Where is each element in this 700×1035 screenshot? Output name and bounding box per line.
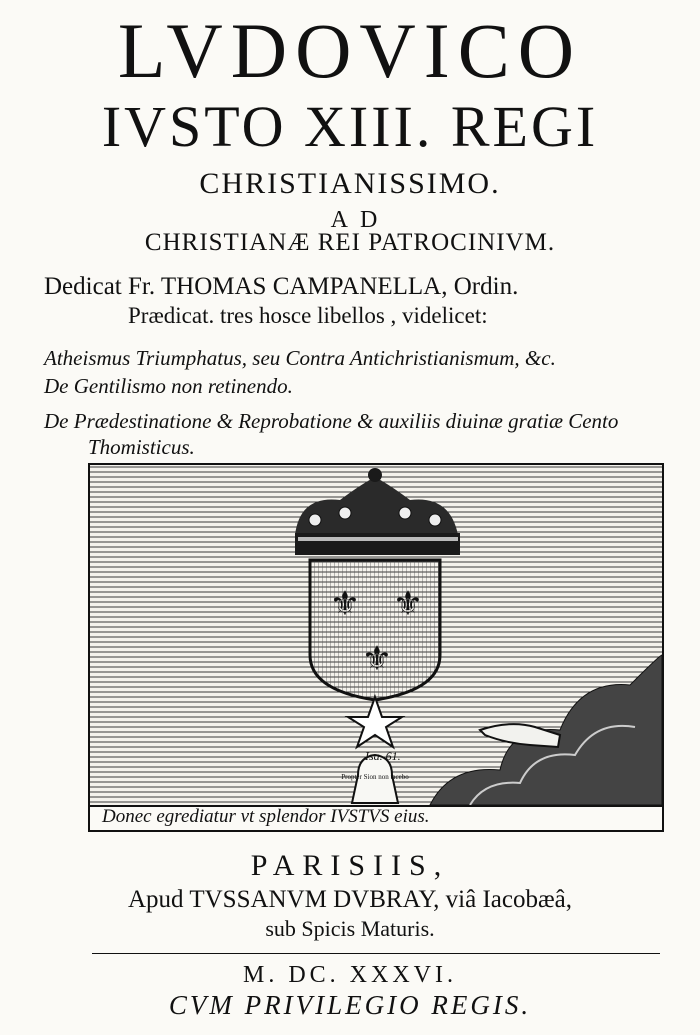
title-line-christianissimo: CHRISTIANISSIMO.: [199, 167, 501, 200]
shield-icon: [310, 560, 440, 700]
dedication-line-2: Prædicat. tres hosce libellos , videlicet:: [128, 303, 488, 328]
royal-privilege: CVM PRIVILEGIO REGIS.: [168, 990, 532, 1020]
dedication-line-1: Dedicat Fr. THOMAS CAMPANELLA, Ordin.: [44, 273, 519, 300]
imprint-publisher: Apud TVSSANVM DVBRAY, viâ Iacobæâ,: [127, 886, 572, 913]
imprint-year: M. DC. XXXVI.: [243, 962, 457, 988]
scripture-reference: Isa. 61.: [365, 749, 401, 763]
divider-rule: [92, 953, 660, 954]
fleur-de-lis-icon: ⚜: [392, 586, 424, 623]
book-title-atheismus: Atheismus Triumphatus, seu Contra Antichristianismum, &c.: [44, 346, 556, 370]
title-line-ad: AD: [330, 207, 390, 233]
imprint-place: PARISIIS,: [250, 849, 450, 882]
fleur-de-lis-icon: ⚜: [329, 586, 361, 623]
book-title-praedestinatione: De Prædestinatione & Reprobatione & auxiliis diuinæ gratiæ Cento: [44, 409, 619, 433]
royal-arms-engraving: [88, 463, 664, 807]
engraving-illustration: [90, 465, 662, 805]
title-line-patrocinium: CHRISTIANÆ REI PATROCINIVM.: [144, 229, 556, 256]
book-title-thomisticus: Thomisticus.: [88, 435, 195, 459]
bell-inscription: Propter Sion non tacebo: [341, 773, 409, 781]
title-line-iusto-regi: IVSTO XIII. REGI: [101, 94, 599, 159]
imprint-sign: sub Spicis Maturis.: [265, 916, 435, 941]
title-line-ludovico: LVDOVICO: [117, 7, 583, 94]
engraving-motto: Donec egrediatur vt splendor IVSTVS eius.: [102, 806, 430, 827]
fleur-de-lis-icon: ⚜: [361, 641, 393, 678]
book-title-gentilismo: De Gentilismo non retinendo.: [44, 374, 293, 398]
